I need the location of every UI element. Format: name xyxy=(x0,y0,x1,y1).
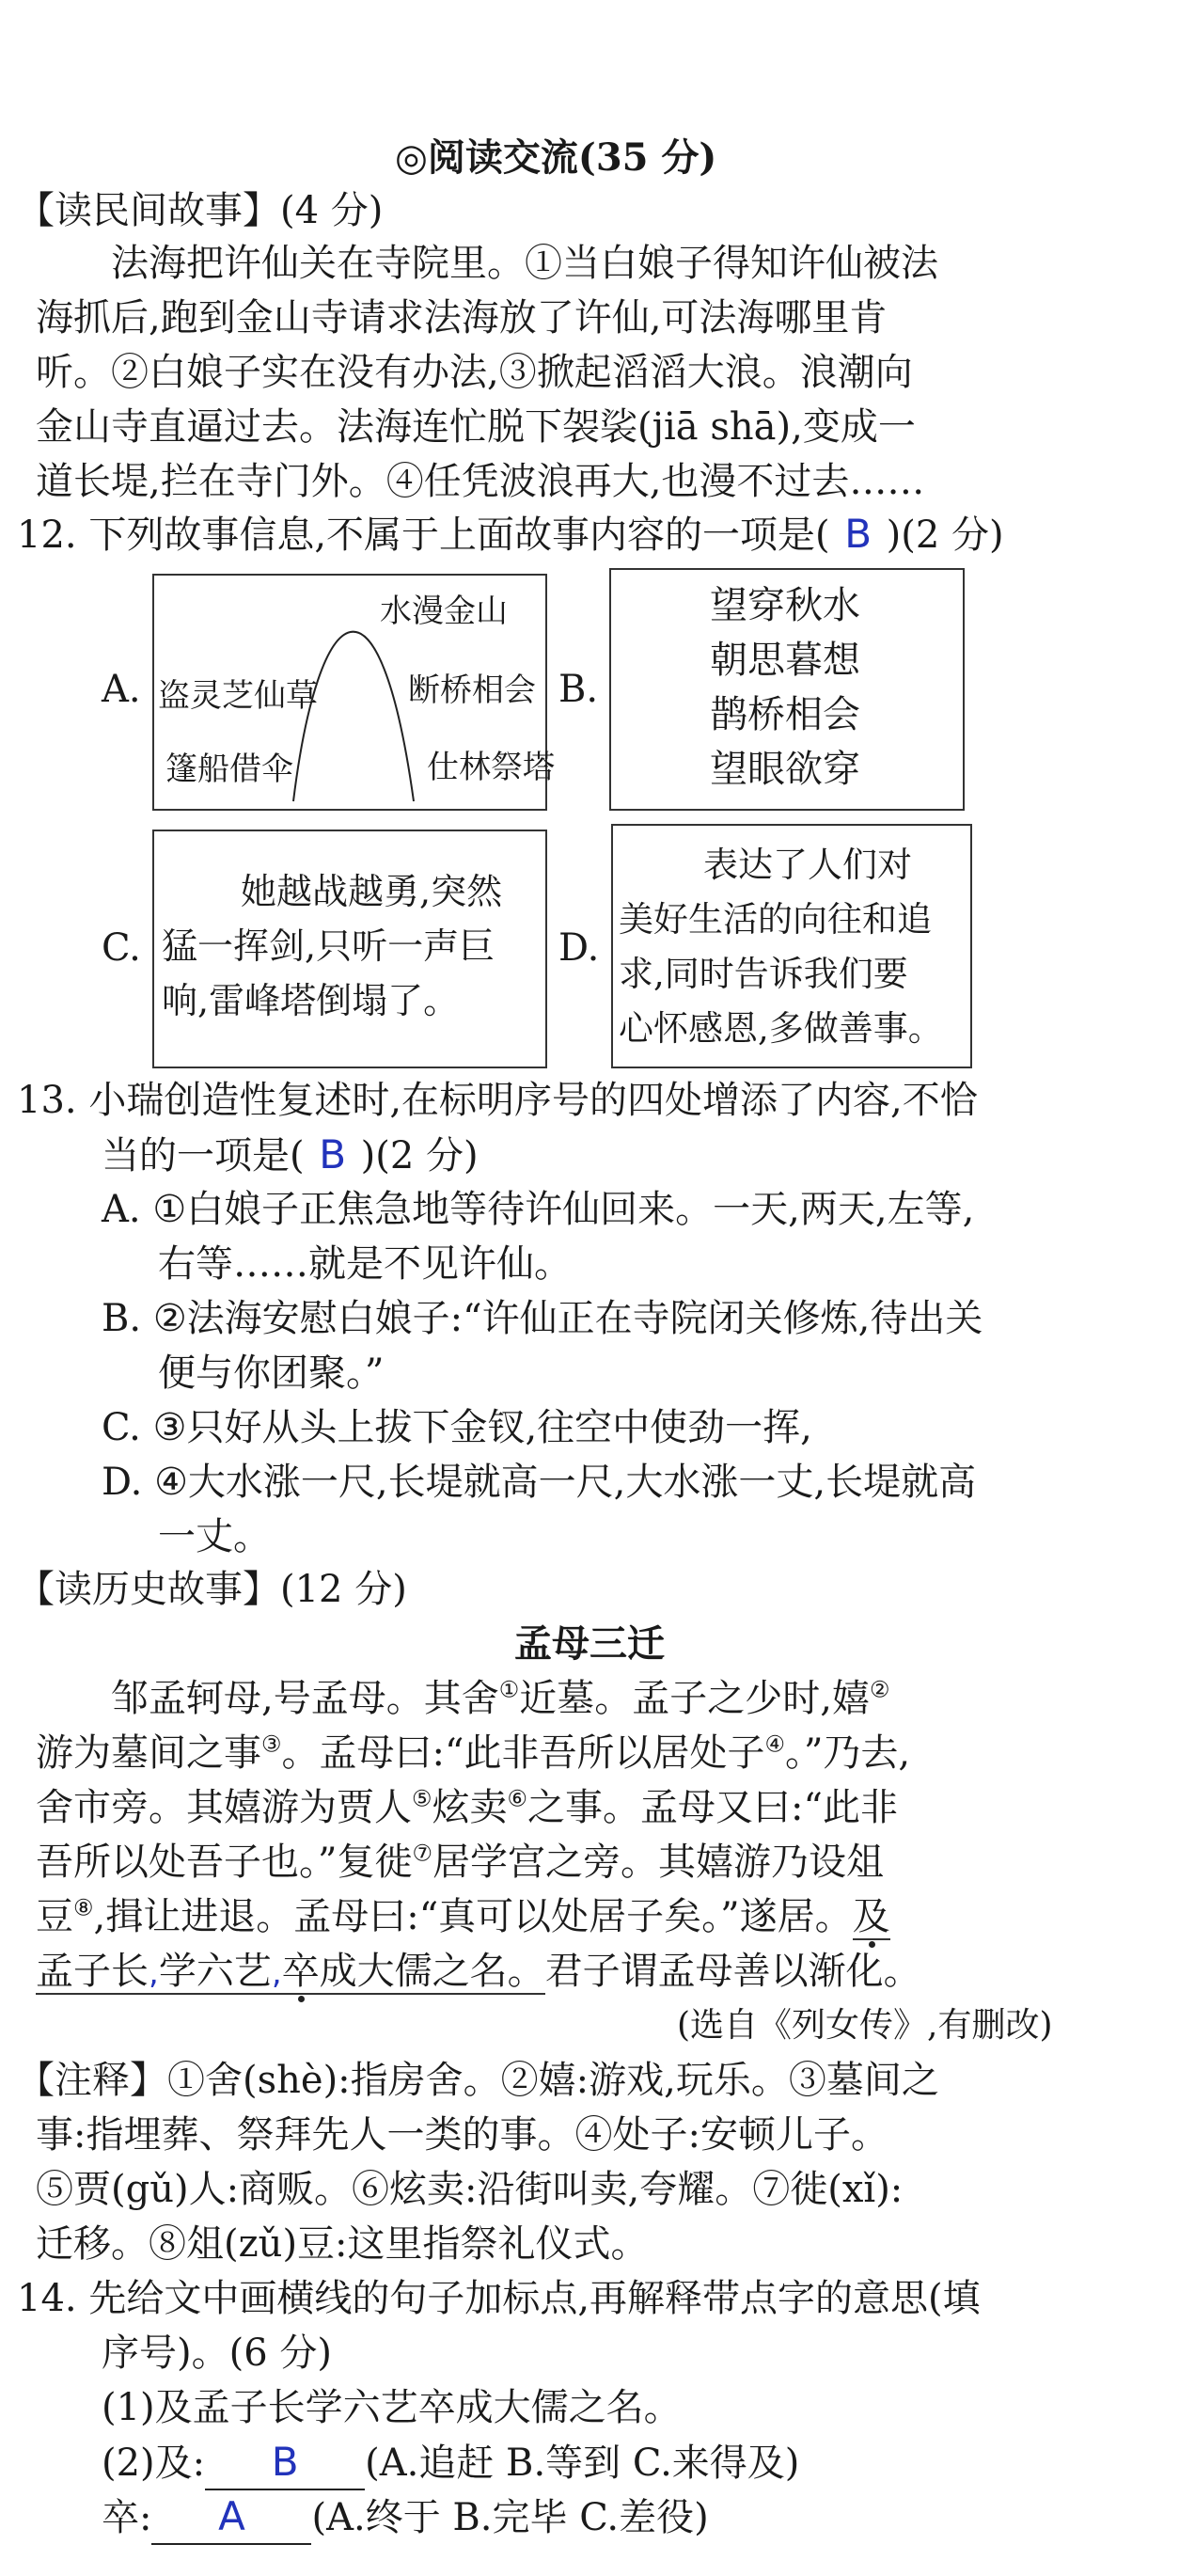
q13-option-A: A. ①白娘子正焦急地等待许仙回来。一天,两天,左等, xyxy=(102,1188,975,1231)
q13-option-D: D. ④大水涨一尺,长堤就高一尺,大水涨一丈,长堤就高 xyxy=(102,1461,977,1504)
optD-line-4: 心怀感恩,多做善事。 xyxy=(619,1008,943,1049)
q12-stem xyxy=(17,508,1004,561)
classical-line-4: 吾所以处吾子也。”复徙⑦居学宫之旁。其嬉游乃设俎 xyxy=(36,1840,884,1884)
q13-option-B: B. ②法海安慰白娘子:“许仙正在寺院闭关修炼,待出关 xyxy=(102,1297,983,1340)
source-note: (选自《列女传》,有删改) xyxy=(677,2006,1053,2045)
underlined-sentence-start xyxy=(853,1895,890,1940)
classical-line-1: 邹孟轲母,号孟母。其舍①近墓。孟子之少时,嬉② xyxy=(111,1676,890,1720)
dotted-char-zu: 卒 xyxy=(281,1950,320,1993)
section-title: ◎阅读交流(35 分) xyxy=(395,135,717,180)
q14-stem-line2: 序号)。(6 分) xyxy=(102,2331,332,2375)
classical-line-3: 舍市旁。其嬉游为贾人⑤炫卖⑥之事。孟母又曰:“此非 xyxy=(36,1785,898,1829)
q14-sub3-options: (A.终于 B.完毕 C.差役) xyxy=(311,2496,709,2539)
optD-line-2: 美好生活的向往和追 xyxy=(619,899,932,940)
q14-sub3 xyxy=(102,2490,709,2545)
q12-optB-box xyxy=(609,568,965,811)
optA-left-bottom: 篷船借伞 xyxy=(165,751,293,788)
q13-option-B-cont: 便与你团聚。” xyxy=(158,1351,385,1395)
story-title: 孟母三迁 xyxy=(514,1621,665,1666)
q13-option-C: C. ③只好从头上拔下金钗,往空中使劲一挥, xyxy=(102,1406,812,1449)
q14-sub2-prefix: (2)及: xyxy=(102,2442,206,2485)
story-line-4: 金山寺直逼过去。法海连忙脱下袈裟(jiā shā),变成一 xyxy=(36,405,916,449)
part2-heading: 【读历史故事】(12 分) xyxy=(17,1568,407,1611)
q12-stem-points: )(2 分) xyxy=(886,514,1004,557)
q13-answer: B xyxy=(319,1131,347,1177)
q13-stem-points: )(2 分) xyxy=(360,1134,479,1177)
q14-sub2 xyxy=(102,2436,799,2490)
optB-line-2: 朝思暮想 xyxy=(710,639,860,682)
optA-top: 水漫金山 xyxy=(380,593,508,630)
q12-answer: B xyxy=(844,511,872,557)
notes-line-3: ⑤贾(gǔ)人:商贩。⑥炫卖:沿街叫卖,夸耀。⑦徙(xǐ): xyxy=(36,2168,904,2211)
dotted-char-ji: 及 xyxy=(852,1895,890,1938)
q14-sub2-answer-blank[interactable]: B xyxy=(205,2436,365,2490)
optA-left-mid: 盗灵芝仙草 xyxy=(158,677,318,715)
q12-optB-label: B. xyxy=(558,668,599,711)
q12-optC-label: C. xyxy=(102,926,141,970)
q13-stem-line1: 13. 小瑞创造性复述时,在标明序号的四处增添了内容,不恰 xyxy=(17,1079,978,1122)
classical-line-5: 豆⑧,揖让进退。孟母曰:“真可以处居子矣。”遂居。及 xyxy=(36,1894,890,1938)
q12-optC-box xyxy=(152,830,547,1068)
optC-line-2: 猛一挥剑,只听一声巨 xyxy=(162,925,495,967)
q14-sub3-prefix: 卒: xyxy=(102,2496,152,2539)
optB-line-3: 鹊桥相会 xyxy=(710,693,860,736)
q12-stem-text: 12. 下列故事信息,不属于上面故事内容的一项是( xyxy=(17,514,830,557)
notes-line-4: 迁移。⑧俎(zǔ)豆:这里指祭礼仪式。 xyxy=(36,2222,649,2266)
optC-line-3: 响,雷峰塔倒塌了。 xyxy=(162,980,460,1021)
q13-option-A-cont: 右等……就是不见许仙。 xyxy=(158,1242,572,1286)
story-line-2: 海抓后,跑到金山寺请求法海放了许仙,可法海哪里肯 xyxy=(36,296,888,340)
story-line-3: 听。②白娘子实在没有办法,③掀起滔滔大浪。浪潮向 xyxy=(36,351,913,394)
underlined-sentence-end: 孟子长,学六艺,卒成大儒之名。 xyxy=(36,1950,545,1993)
q14-sub1: (1)及孟子长学六艺卒成大儒之名。 xyxy=(102,2386,682,2429)
part1-heading: 【读民间故事】(4 分) xyxy=(17,189,384,232)
q12-optA-label: A. xyxy=(102,668,141,711)
q12-optD-box xyxy=(611,824,972,1068)
q12-optD-label: D. xyxy=(558,926,600,970)
q13-option-D-cont: 一丈。 xyxy=(158,1515,271,1558)
q13-stem-line2 xyxy=(102,1129,479,1182)
q14-sub2-options: (A.追赶 B.等到 C.来得及) xyxy=(365,2442,800,2485)
notes-line-2: 事:指埋葬、祭拜先人一类的事。④处子:安顿儿子。 xyxy=(36,2113,888,2157)
classical-line-2: 游为墓间之事③。孟母曰:“此非吾所以居处子④。”乃去, xyxy=(36,1731,911,1775)
optB-line-1: 望穿秋水 xyxy=(710,584,860,627)
optD-line-3: 求,同时告诉我们要 xyxy=(619,954,908,994)
optD-line-1: 表达了人们对 xyxy=(703,845,912,885)
q13-stem-text: 当的一项是( xyxy=(102,1134,305,1177)
story-line-5: 道长堤,拦在寺门外。④任凭波浪再大,也漫不过去…… xyxy=(36,460,925,503)
optB-line-4: 望眼欲穿 xyxy=(710,748,860,791)
optC-line-1: 她越战越勇,突然 xyxy=(241,871,503,912)
q14-sub3-answer-blank[interactable]: A xyxy=(151,2490,311,2545)
q14-stem-line1: 14. 先给文中画横线的句子加标点,再解释带点字的意思(填 xyxy=(17,2277,981,2320)
optA-right-mid: 断桥相会 xyxy=(408,672,536,709)
optA-right-bottom: 仕林祭塔 xyxy=(427,749,555,786)
story-line-1: 法海把许仙关在寺院里。①当白娘子得知许仙被法 xyxy=(111,242,938,285)
classical-line-6: 孟子长,学六艺,卒成大儒之名。君子谓孟母善以渐化。 xyxy=(36,1950,921,1993)
notes-line-1: 【注释】①舍(shè):指房舍。②嬉:游戏,玩乐。③墓间之 xyxy=(17,2059,939,2102)
q12-optA-box xyxy=(152,574,555,811)
